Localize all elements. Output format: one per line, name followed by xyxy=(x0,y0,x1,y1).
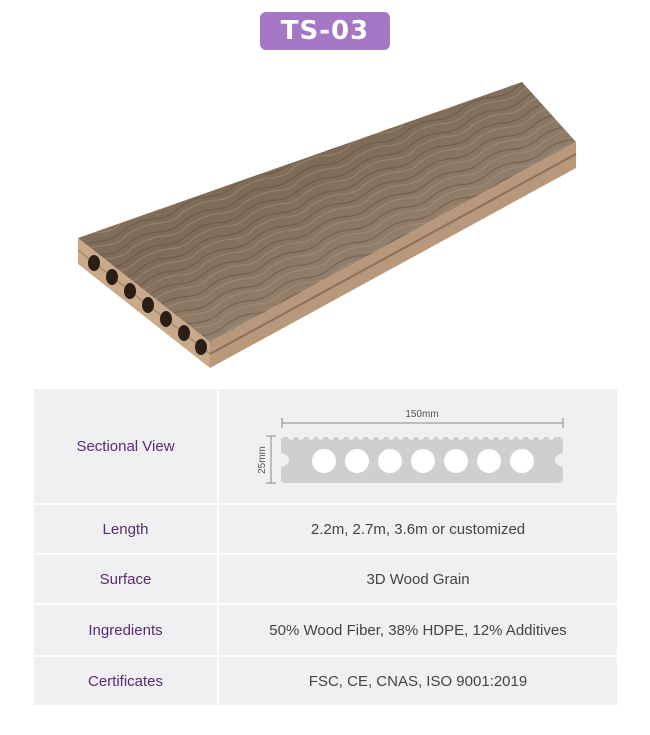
spec-label: Sectional View xyxy=(76,437,175,455)
spec-label: Length xyxy=(102,520,149,538)
spec-row-ingredients xyxy=(34,605,617,655)
spec-row-sectional-view xyxy=(34,389,617,503)
spec-value: 50% Wood Fiber, 38% HDPE, 12% Additives xyxy=(269,621,567,639)
decking-board-image xyxy=(60,70,590,380)
height-dimension-label: 25mm xyxy=(257,446,268,474)
sectional-view-diagram xyxy=(219,389,617,503)
spec-value: FSC, CE, CNAS, ISO 9001:2019 xyxy=(308,672,528,690)
width-dimension-label: 150mm xyxy=(405,409,439,420)
spec-row-surface xyxy=(34,555,617,603)
spec-table xyxy=(34,389,617,705)
spec-value: 2.2m, 2.7m, 3.6m or customized xyxy=(310,520,526,538)
spec-label: Surface xyxy=(99,570,152,588)
spec-row-certificates xyxy=(34,657,617,705)
spec-label: Ingredients xyxy=(88,621,163,639)
model-badge: TS-03 xyxy=(260,12,390,50)
spec-row-length xyxy=(34,505,617,553)
spec-label: Certificates xyxy=(87,672,164,690)
spec-value: 3D Wood Grain xyxy=(366,570,470,588)
